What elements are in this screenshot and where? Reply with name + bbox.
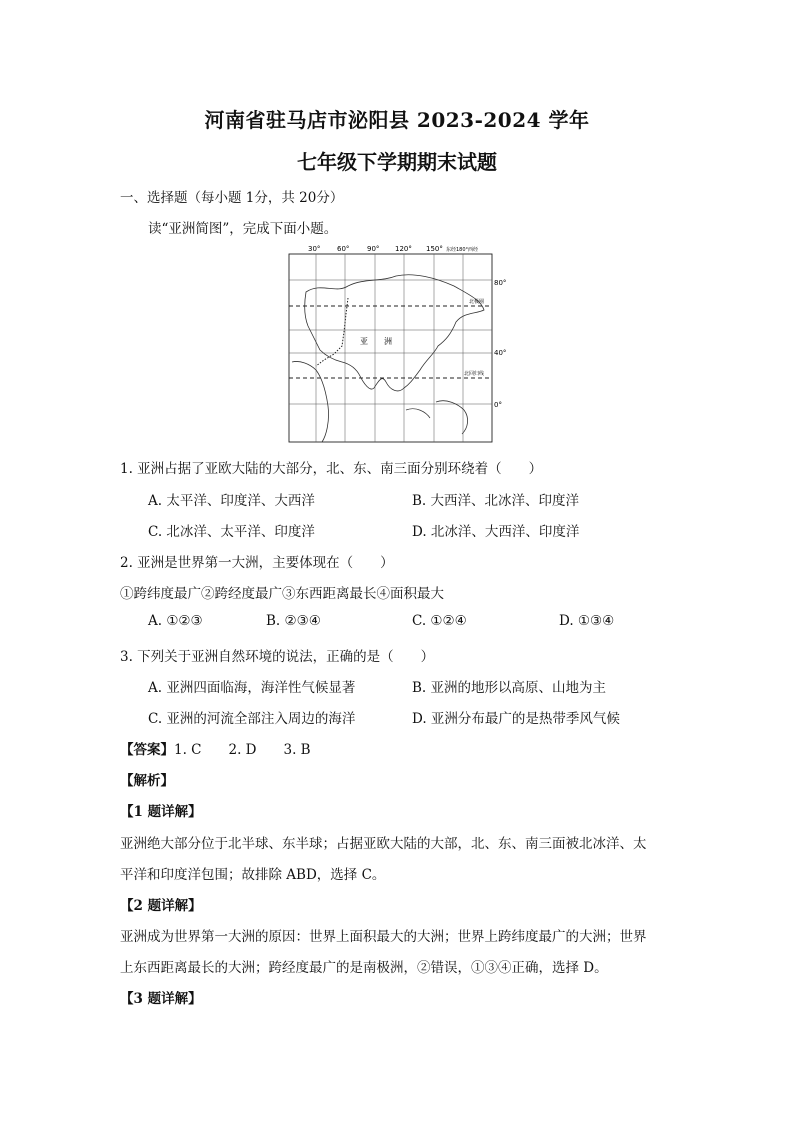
region-label: 洲 <box>384 337 392 346</box>
question-3-stem: 3. 下列关于亚洲自然环境的说法，正确的是（ ） <box>120 649 435 665</box>
island-outline <box>406 409 430 418</box>
africa-outline <box>292 361 329 442</box>
answer-row <box>120 738 311 758</box>
map-frame <box>289 254 492 442</box>
asia-outline <box>305 275 484 391</box>
map-lon-label: 30° <box>308 245 321 253</box>
answer-text: 1. C 2. D 3. B <box>174 742 311 758</box>
exam-subtitle: 七年级下学期期末试题 <box>297 150 497 174</box>
q3-analysis-label: 【3 题详解】 <box>120 991 202 1007</box>
map-lat-label: 40° <box>494 349 507 357</box>
q2-analysis-label: 【2 题详解】 <box>120 898 202 914</box>
q2-option-d: D. ①③④ <box>559 613 615 629</box>
q3-option-b: B. 亚洲的地形以高原、山地为主 <box>412 680 607 696</box>
q1-option-b: B. 大西洋、北冰洋、印度洋 <box>412 493 580 509</box>
q3-option-c: C. 亚洲的河流全部注入周边的海洋 <box>148 711 356 727</box>
question-2-stem: 2. 亚洲是世界第一大洲，主要体现在（ ） <box>120 555 394 571</box>
question-2-subtext: ①跨纬度最广②跨经度最广③东西距离最长④面积最大 <box>120 586 444 602</box>
q3-option-d: D. 亚洲分布最广的是热带季风气候 <box>412 711 620 727</box>
section-intro: 读“亚洲简图”，完成下面小题。 <box>148 221 338 237</box>
q1-option-c: C. 北冰洋、太平洋、印度洋 <box>148 524 315 540</box>
analysis-label: 【解析】 <box>120 773 174 789</box>
section-heading: 一、选择题（每小题 1分，共 20分） <box>120 190 344 206</box>
exam-title: 河南省驻马店市泌阳县 2023-2024 学年 <box>204 108 590 132</box>
boundary-line <box>316 298 348 366</box>
map-lon-label: 120° <box>395 245 412 253</box>
q2-analysis-text: 亚洲成为世界第一大洲的原因：世界上面积最大的大洲；世界上跨纬度最广的大洲；世界 <box>120 929 647 945</box>
q2-option-b: B. ②③④ <box>266 613 321 629</box>
map-lat-label: 80° <box>494 279 507 287</box>
q2-option-a: A. ①②③ <box>148 613 203 629</box>
map-grid <box>289 254 492 442</box>
map-lat-label: 0° <box>494 401 502 409</box>
q2-option-c: C. ①②④ <box>412 613 467 629</box>
q2-analysis-text: 上东西距离最长的大洲；跨经度最广的是南极洲，②错误，①③④正确，选择 D。 <box>120 960 608 976</box>
map-lon-label: 东经180°西经 <box>446 247 479 253</box>
q1-option-a: A. 太平洋、印度洋、大西洋 <box>148 493 315 509</box>
map-lon-label: 90° <box>367 245 380 253</box>
q1-analysis-text: 平洋和印度洋包围；故排除 ABD，选择 C。 <box>120 867 386 883</box>
map-lon-label: 60° <box>337 245 350 253</box>
region-label: 亚 <box>360 337 368 346</box>
q1-option-d: D. 北冰洋、大西洋、印度洋 <box>412 524 580 540</box>
arctic-circle-label: 北极圈 <box>469 299 485 305</box>
q3-option-a: A. 亚洲四面临海，海洋性气候显著 <box>148 680 356 696</box>
q1-analysis-text: 亚洲绝大部分位于北半球、东半球；占据亚欧大陆的大部，北、东、南三面被北冰洋、太 <box>120 836 647 852</box>
tropic-label: 北回归线 <box>464 371 485 377</box>
question-1-stem: 1. 亚洲占据了亚欧大陆的大部分，北、东、南三面分别环绕着（ ） <box>120 461 543 477</box>
asia-map-figure <box>286 242 510 446</box>
answer-label: 【答案】 <box>120 742 174 758</box>
q1-analysis-label: 【1 题详解】 <box>120 804 202 820</box>
map-lon-label: 150° <box>426 245 443 253</box>
